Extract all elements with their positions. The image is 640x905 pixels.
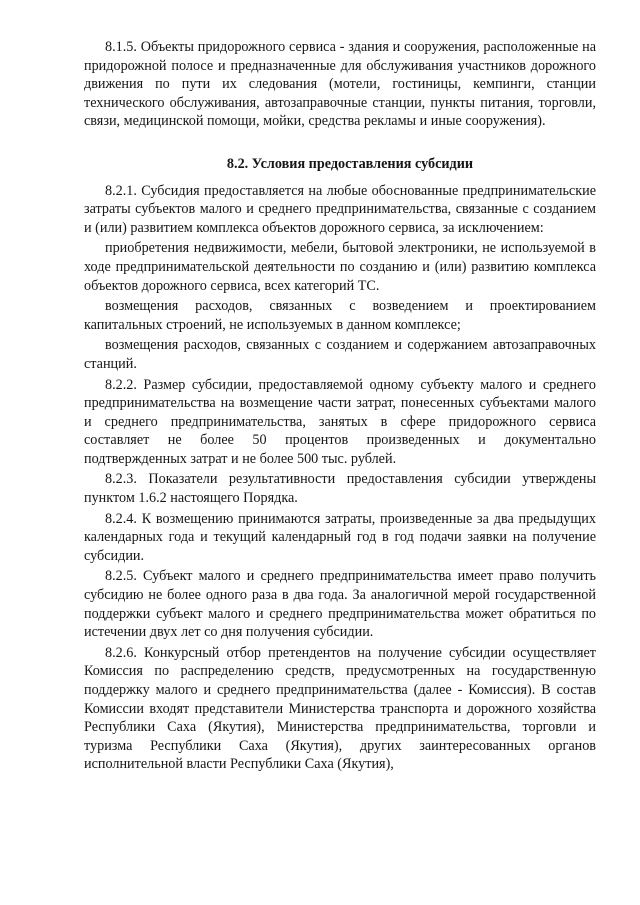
paragraph-8-2-3: 8.2.3. Показатели результативности предоставления субсидии утверждены пунктом 1.6.2 настоящего Порядка.: [84, 471, 596, 507]
exclusion-item-property: приобретения недвижимости, мебели, бытовой электроники, не используемой в ходе предпринимательской деятельности по созданию и (или) развитию комплекса объектов дорожного сервиса, всех категорий ТС.: [84, 240, 596, 294]
paragraph-8-2-6: 8.2.6. Конкурсный отбор претендентов на получение субсидии осуществляет Комиссия по распределению средств, предусмотренных на государственную поддержку малого и среднего предпринимательства (далее - Комиссия). В состав Комиссии входят представители Министерства транспорта и дорожного хозяйства Республики Саха (Якутия), Министерства предпринимательства, торговли и туризма Республики Саха (Якутия), других заинтересованных органов исполнительной власти Республики Саха (Якутия),: [84, 644, 596, 773]
paragraph-8-1-5: 8.1.5. Объекты придорожного сервиса - здания и сооружения, расположенные на придорожной полосе и предназначенные для обслуживания участников дорожного движения по пути их следования (мотели, гостиницы, кемпинги, станции технического обслуживания, автозаправочные станции, пункты питания, торговли, связи, медицинской помощи, мойки, средства рекламы и иные сооружения).: [84, 39, 596, 130]
exclusion-item-construction: возмещения расходов, связанных с возведением и проектированием капитальных строений, не используемых в данном комплексе;: [84, 298, 596, 333]
paragraph-8-2-1: 8.2.1. Субсидия предоставляется на любые обоснованные предпринимательские затраты субъектов малого и среднего предпринимательства, связанные с созданием и (или) развитием комплекса объектов дорожного сервиса, за исключением:: [84, 182, 596, 236]
paragraph-8-2-2: 8.2.2. Размер субсидии, предоставляемой одному субъекту малого и среднего предпринимательства на возмещение части затрат, понесенных субъектами малого и среднего предпринимательства, занятых в сфере придорожного сервиса составляет не более 50 процентов произведенных и документально подтвержденных затрат и не более 500 тыс. рублей.: [84, 376, 596, 467]
exclusion-item-fuel-stations: возмещения расходов, связанных с созданием и содержанием автозаправочных станций.: [84, 337, 596, 372]
section-heading: 8.2. Условия предоставления субсидии: [226, 155, 474, 172]
paragraph-8-2-5: 8.2.5. Субъект малого и среднего предпринимательства имеет право получить субсидию не более одного раза в два года. За аналогичной мерой государственной поддержки субъект малого и среднего предпринимательства может обратиться по истечении двух лет со дня получения субсидии.: [84, 568, 596, 641]
paragraph-8-2-4: 8.2.4. К возмещению принимаются затраты, произведенные за два предыдущих календарных года и текущий календарный год в год подачи заявки на получение субсидии.: [84, 510, 596, 564]
document-page: [84, 38, 596, 776]
